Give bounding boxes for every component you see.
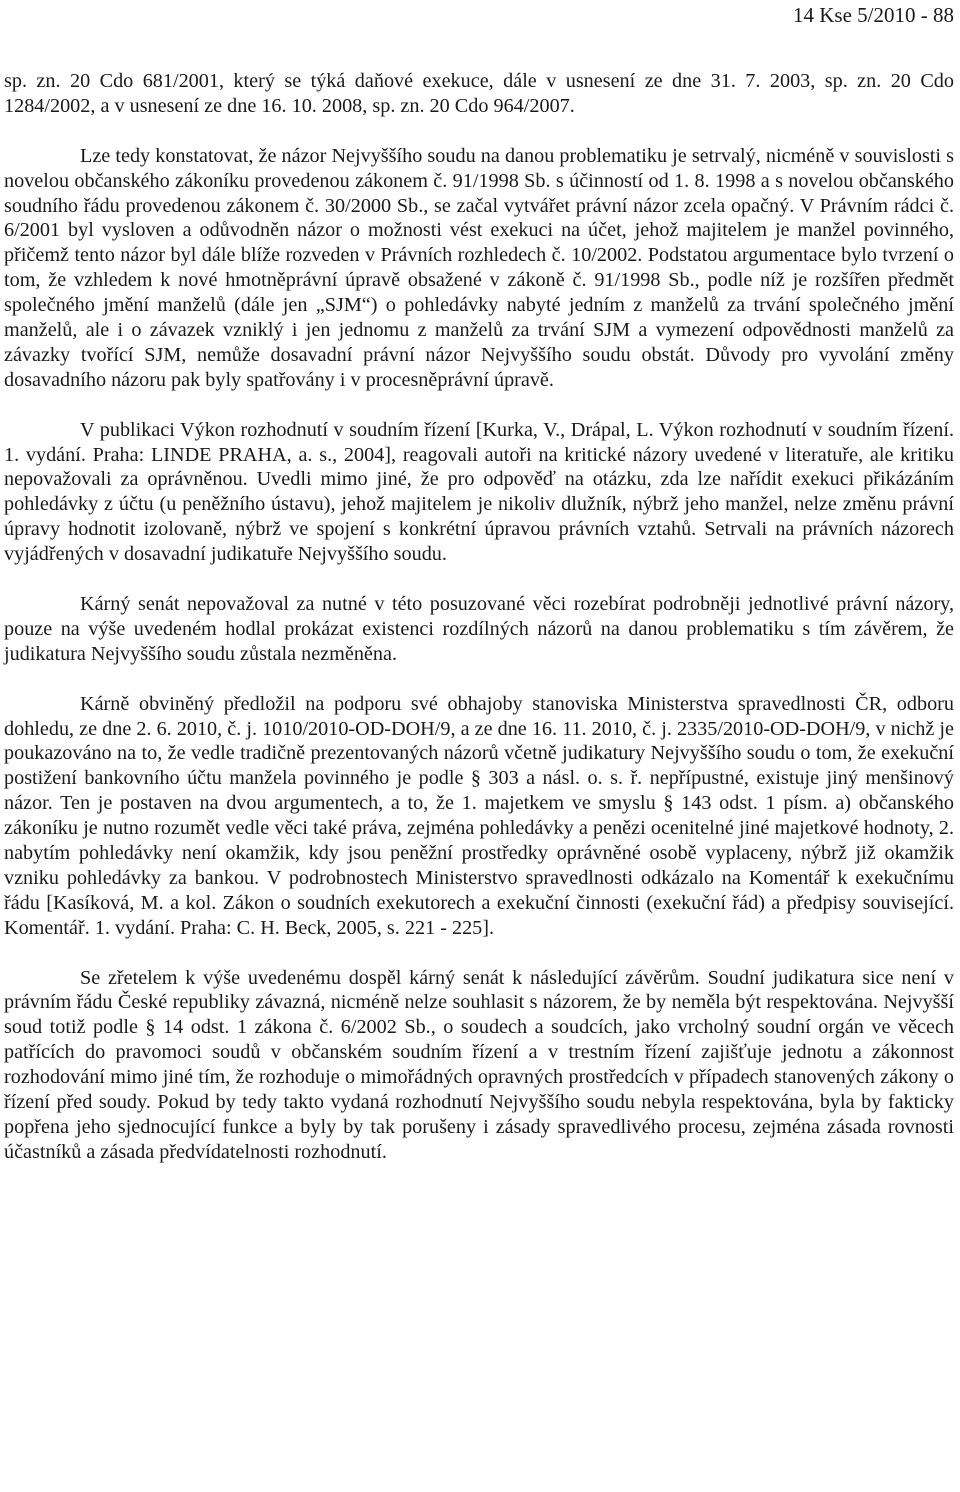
paragraph-ministry-opinions: Kárně obviněný předložil na podporu své obhajoby stanoviska Ministerstva spravedlnosti ČR, odboru dohledu, ze dne 2. 6. 2010, č. j. 1010/2010-OD-DOH/9, a ze dne 16. 11. 2010, č. j. 2335/2010-OD-DOH/9, v nichž je poukazováno na to, že vedle tradičně prezentovaných názorů včetně judikatury Nejvyššího soudu o tom, že exekuční postižení bankovního účtu manžela povinného je podle § 303 a násl. o. s. ř. nepřípustné, existuje jiný menšinový názor. Ten je postaven na dvou argumentech, a to, že 1. majetkem ve smyslu § 143 odst. 1 písm. a) občanského zákoníku je nutno rozumět vedle věci také práva, zejména pohledávky a penězi ocenitelné jiné majetkové hodnoty, 2. nabytím pohledávky není okamžik, kdy jsou peněžní prostředky oprávněné osobě vyplaceny, nýbrž již okamžik vzniku pohledávky za bankou. V podrobnostech Ministerstvo spravedlnosti odkázalo na Komentář k exekučnímu řádu [Kasíková, M. a kol. Zákon o soudních exekutorech a exekuční činnosti (exekuční řád) a předpisy související. Komentář. 1. vydání. Praha: C. H. Beck, 2005, s. 221 - 225]. — [4, 692, 954, 939]
paragraph-conclusions: Se zřetelem k výše uvedenému dospěl kárný senát k následující závěrům. Soudní judikatura sice není v právním řádu České republiky závazná, nicméně nelze souhlasit s názorem, že by neměla být respektována. Nejvyšší soud totiž podle § 14 odst. 1 zákona č. 6/2002 Sb., o soudech a soudcích, jako vrcholný soudní orgán ve věcech patřících do pravomoci soudů v občanském soudním řízení a v trestním řízení zajišťuje jednotu a zákonnost rozhodování mimo jiné tím, že rozhoduje o mimořádných opravných prostředcích v případech stanovených zákony o řízení před soudy. Pokud by tedy takto vydaná rozhodnutí Nejvyššího soudu nebyla respektována, byla by fakticky popřena jeho sjednocující funkce a byly by tak porušeny i zásady spravedlivého procesu, zejména zásada rovnosti účastníků a zásada předvídatelnosti rozhodnutí. — [4, 966, 954, 1163]
document-body — [4, 69, 954, 1165]
paragraph-case-references: sp. zn. 20 Cdo 681/2001, který se týká daňové exekuce, dále v usnesení ze dne 31. 7. 2003, sp. zn. 20 Cdo 1284/2002, a v usnesení ze dne 16. 10. 2008, sp. zn. 20 Cdo 964/2007. — [4, 70, 954, 117]
paragraph-opinion-shift: Lze tedy konstatovat, že názor Nejvyššího soudu na danou problematiku je setrvalý, nicméně v souvislosti s novelou občanského zákoníku provedenou zákonem č. 91/1998 Sb. s účinností od 1. 8. 1998 a s novelou občanského soudního řádu provedenou zákonem č. 30/2000 Sb., se začal vytvářet právní názor zcela opačný. V Právním rádci č. 6/2001 byl vysloven a odůvodněn názor o možnosti vést exekuci na účet, jehož majitelem je manžel povinného, přičemž tento názor byl dále blíže rozveden v Právních rozhledech č. 10/2002. Podstatou argumentace bylo tvrzení o tom, že vzhledem k nové hmotněprávní úpravě obsažené v zákoně č. 91/1998 Sb., podle níž je rozšířen předmět společného jmění manželů (dále jen „SJM“) o pohledávky nabyté jedním z manželů za trvání společného jmění manželů, ale i o závazek vzniklý i jen jednomu z manželů za trvání SJM a vymezení odpovědnosti manželů za závazky tvořící SJM, nemůže dosavadní právní názor Nejvyššího soudu obstát. Důvody pro vyvolání změny dosavadního názoru pak byly spatřovány i v procesněprávní úpravě. — [4, 144, 954, 391]
paragraph-publication-reaction: V publikaci Výkon rozhodnutí v soudním řízení [Kurka, V., Drápal, L. Výkon rozhodnutí v soudním řízení. 1. vydání. Praha: LINDE PRAHA, a. s., 2004], reagovali autoři na kritické názory uvedené v literatuře, ale kritiku nepovažovali za oprávněnou. Uvedli mimo jiné, že pro odpověď na otázku, zda lze nařídit exekuci přikázáním pohledávky z účtu (u peněžního ústavu), jehož majitelem je nikoliv dlužník, nýbrž jeho manžel, nelze změnu právní úpravy hodnotit izolovaně, nýbrž ve spojení s konkrétní úpravou právních vztahů. Setrvali na právních názorech vyjádřených v dosavadní judikatuře Nejvyššího soudu. — [4, 418, 954, 566]
page-reference-header: 14 Kse 5/2010 - 88 — [793, 3, 954, 27]
paragraph-disciplinary-senate-view: Kárný senát nepovažoval za nutné v této posuzované věci rozebírat podrobněji jednotlivé právní názory, pouze na výše uvedeném hodlal prokázat existenci rozdílných názorů na danou problematiku s tím závěrem, že judikatura Nejvyššího soudu zůstala nezměněna. — [4, 592, 954, 665]
